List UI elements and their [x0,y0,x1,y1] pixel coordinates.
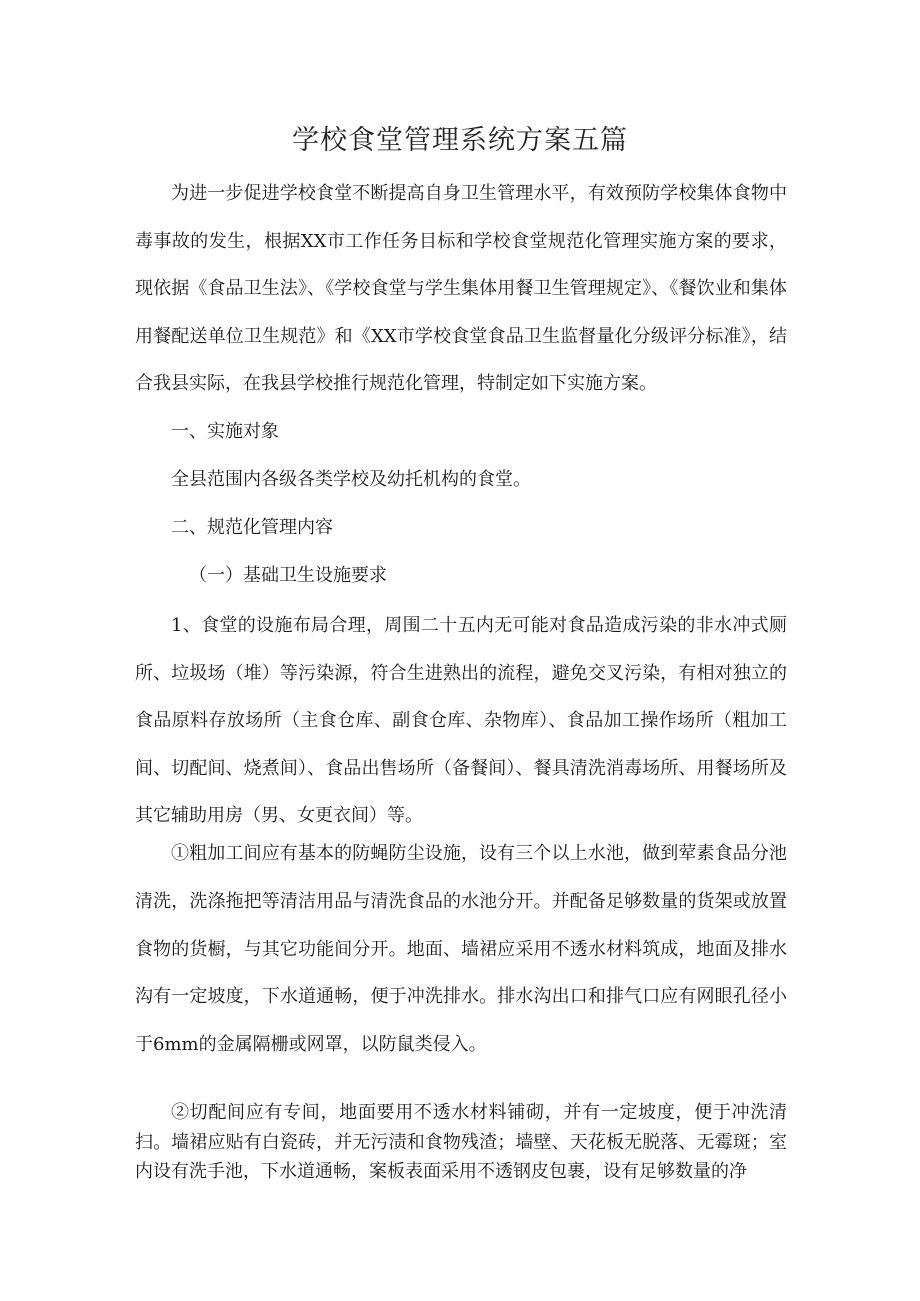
section-heading-implementation-target: 一、实施对象 [171,421,279,442]
rough-processing-paragraph: ①粗加工间应有基本的防蝇防尘设施，设有三个以上水池，做到荤素食品分池清洗，洗涤拖把等清洁用品与清洗食品的水池分开。并配备足够数量的货架或放置食物的货橱，与其它功能间分开。地面、墙裙应采用不透水材料筑成，地面及排水沟有一定坡度，下水道通畅，便于冲洗排水。排水沟出口和排气口应有网眼孔径小于6mm的金属隔栅或网罩，以防鼠类侵入。 [135,843,787,1056]
document-title: 学校食堂管理系统方案五篇 [292,125,628,156]
intro-paragraph: 为进一步促进学校食堂不断提高自身卫生管理水平，有效预防学校集体食物中毒事故的发生，根据XX市工作任务目标和学校食堂规范化管理实施方案的要求，现依据《食品卫生法》、《学校食堂与学生集体用餐卫生管理规定》、《餐饮业和集体用餐配送单位卫生规范》和《XX市学校食堂食品卫生监督量化分级评分标准》，结合我县实际，在我县学校推行规范化管理，特制定如下实施方案。 [135,183,787,394]
scope-paragraph: 全县范围内各级各类学校及幼托机构的食堂。 [171,469,531,490]
section-heading-management-content: 二、规范化管理内容 [171,517,333,538]
item-one-paragraph: 1、食堂的设施布局合理，周围二十五内无可能对食品造成污染的非水冲式厕所、垃圾场（堆）等污染源，符合生进熟出的流程，避免交叉污染，有相对独立的食品原料存放场所（主食仓库、副食仓库、杂物库）、食品加工操作场所（粗加工间、切配间、烧煮间）、食品出售场所（备餐间）、餐具清洗消毒场所、用餐场所及其它辅助用房（男、女更衣间）等。 [135,615,787,826]
cutting-room-paragraph: ②切配间应有专间，地面要用不透水材料铺砌，并有一定坡度，便于冲洗清扫。墙裙应贴有白瓷砖，并无污渍和食物残渣；墙壁、天花板无脱落、无霉斑；室内设有洗手池，下水道通畅，案板表面采用不透钢皮包裹，设有足够数量的净 [135,1102,787,1182]
subsection-heading-basic-facilities: （一）基础卫生设施要求 [189,565,387,586]
